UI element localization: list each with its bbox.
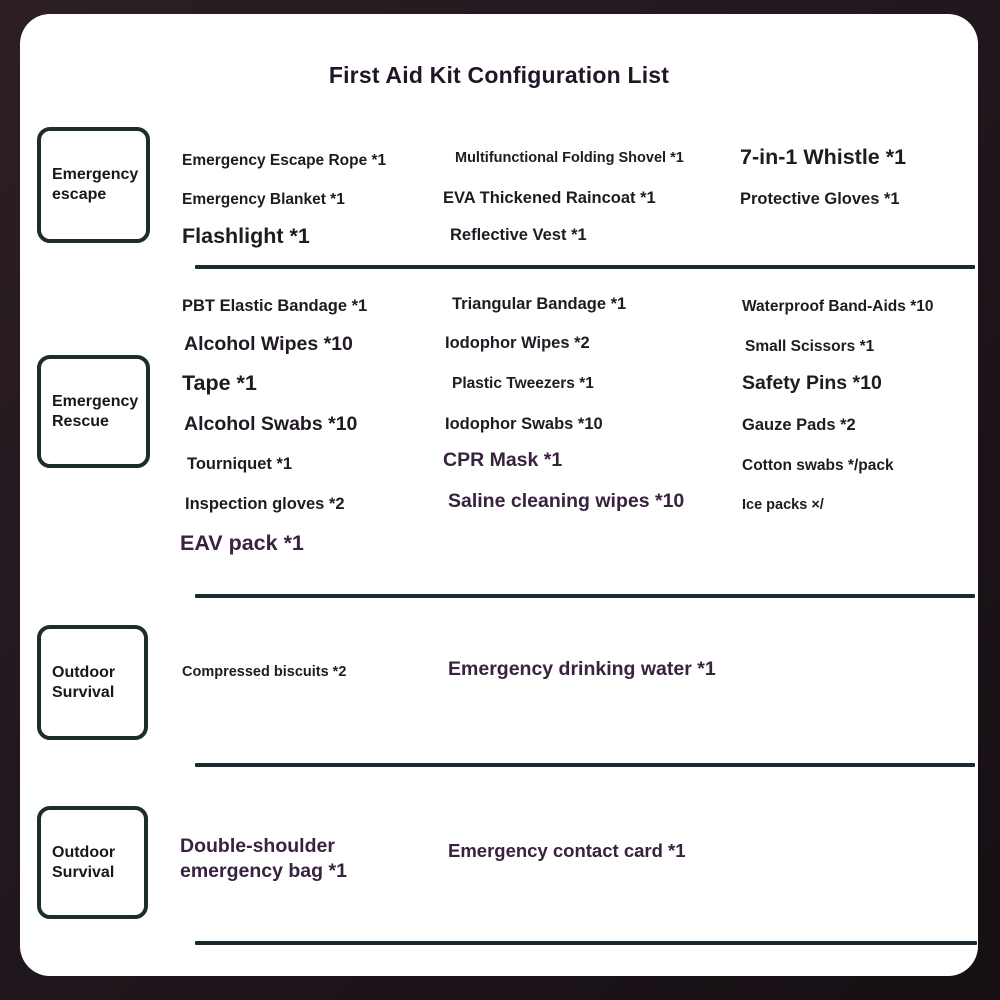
item-emergency-drinking-water: Emergency drinking water *1 [448,658,716,680]
section-box-emergency-escape [37,127,150,243]
item-flashlight: Flashlight *1 [182,224,310,248]
item-ice-packs: Ice packs ×/ [742,497,824,513]
item-alcohol-wipes: Alcohol Wipes *10 [184,333,353,355]
item-triangular-bandage: Triangular Bandage *1 [452,295,627,313]
item-tourniquet: Tourniquet *1 [187,455,293,473]
section-divider [195,941,977,945]
item-emergency-blanket: Emergency Blanket *1 [182,191,345,208]
item-iodophor-swabs: Iodophor Swabs *10 [445,415,603,433]
item-reflective-vest: Reflective Vest *1 [450,226,587,244]
item-cotton-swabs: Cotton swabs */pack [742,457,894,474]
section-box-outdoor-survival-2 [37,806,148,919]
section-box-outdoor-survival-1 [37,625,148,740]
section-label: Outdoor Survival [52,663,116,701]
section-label: Outdoor Survival [52,843,116,881]
item-pbt-elastic-bandage: PBT Elastic Bandage *1 [182,297,368,315]
section-label: Emergency escape [52,166,139,203]
item-plastic-tweezers: Plastic Tweezers *1 [452,375,594,392]
item-eva-raincoat: EVA Thickened Raincoat *1 [443,189,656,207]
item-tape: Tape *1 [182,371,257,395]
item-protective-gloves: Protective Gloves *1 [740,190,900,208]
section-divider [195,763,975,767]
item-emergency-escape-rope: Emergency Escape Rope *1 [182,152,387,169]
item-safety-pins: Safety Pins *10 [742,372,882,394]
section-divider [195,265,975,269]
list-card [20,14,978,976]
item-7in1-whistle: 7-in-1 Whistle *1 [740,145,907,169]
item-alcohol-swabs: Alcohol Swabs *10 [184,413,358,435]
item-cpr-mask: CPR Mask *1 [443,449,563,471]
section-divider [195,594,975,598]
section-box-emergency-rescue [37,355,150,468]
item-gauze-pads: Gauze Pads *2 [742,416,856,434]
item-compressed-biscuits: Compressed biscuits *2 [182,664,347,680]
item-inspection-gloves: Inspection gloves *2 [185,495,345,513]
item-eav-pack: EAV pack *1 [180,531,304,555]
item-folding-shovel: Multifunctional Folding Shovel *1 [455,150,684,166]
item-saline-cleaning-wipes: Saline cleaning wipes *10 [448,490,685,512]
item-waterproof-band-aids: Waterproof Band-Aids *10 [742,298,934,315]
item-small-scissors: Small Scissors *1 [745,338,875,355]
item-double-shoulder-emergency-bag: Double-shoulder emergency bag *1 [180,835,347,883]
item-emergency-contact-card: Emergency contact card *1 [448,840,686,861]
item-iodophor-wipes: Iodophor Wipes *2 [445,334,590,352]
section-label: Emergency Rescue [52,392,139,430]
page-title: First Aid Kit Configuration List [328,62,670,88]
